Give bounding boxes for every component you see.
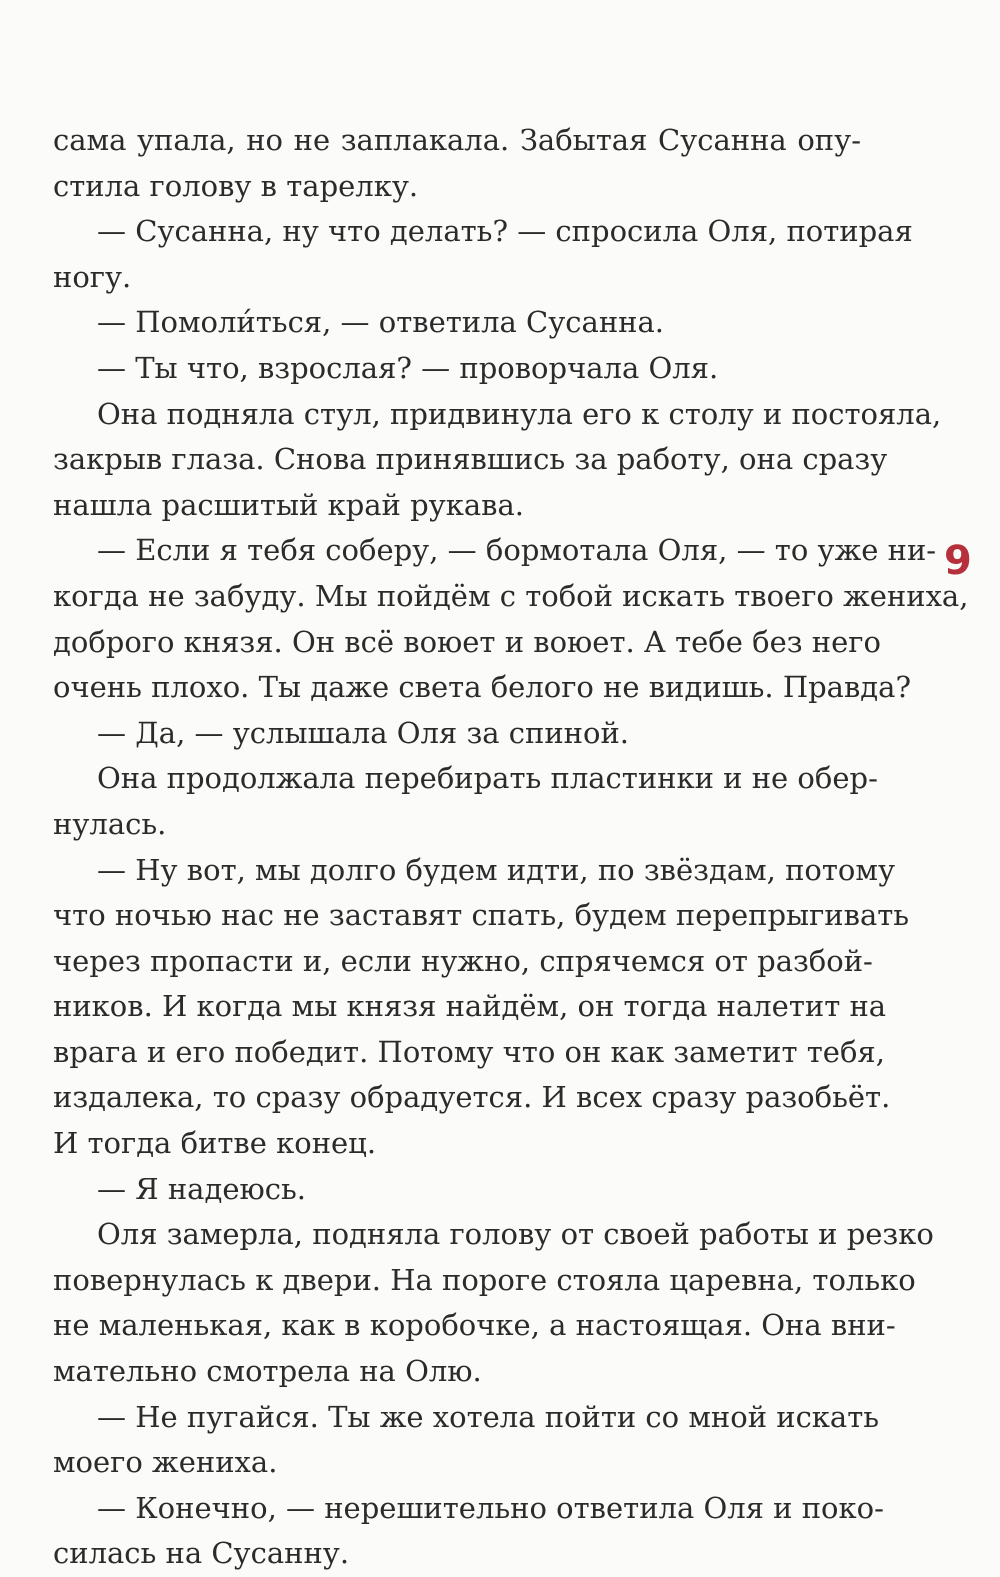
text-line: — Помоли́ться, — ответила Сусанна. (97, 305, 665, 340)
text-line: Она подняла стул, придвинула его к столу и постояла, (97, 396, 942, 431)
text-line: что ночью нас не заставят спать, будем перепрыгивать (53, 898, 910, 933)
text-line: Она продолжала перебирать пластинки и не обер- (97, 761, 878, 796)
text-line: стила голову в тарелку. (53, 168, 419, 203)
text-line: не маленькая, как в коробочке, а настоящая. Она вни- (53, 1308, 896, 1343)
text-line: — Конечно, — нерешительно ответила Оля и поко- (97, 1490, 884, 1525)
text-line: сама упала, но не заплакала. Забытая Сусанна опу- (53, 123, 861, 157)
text-line: ногу. (53, 259, 132, 294)
text-line: ников. И когда мы князя найдём, он тогда налетит на (53, 989, 887, 1024)
text-line: силась на Сусанну. (53, 1536, 350, 1571)
text-line: — Я надеюсь. (97, 1171, 306, 1206)
text-line: нашла расшитый край рукава. (53, 487, 524, 522)
text-line: через пропасти и, если нужно, спрячемся от разбой- (53, 943, 873, 978)
text-line: нулась. (53, 806, 167, 841)
text-line: И тогда битве конец. (53, 1126, 377, 1161)
text-line: — Ты что, взрослая? — проворчала Оля. (97, 350, 719, 385)
text-line: повернулась к двери. На пороге стояла царевна, только (53, 1262, 916, 1297)
body-text (53, 118, 969, 1577)
text-line: закрыв глаза. Снова принявшись за работу, она сразу (53, 442, 888, 477)
text-line: мательно смотрела на Олю. (53, 1354, 482, 1389)
text-line: очень плохо. Ты даже света белого не видишь. Правда? (53, 670, 911, 705)
page-number: 9 (944, 538, 972, 584)
text-line: моего жениха. (53, 1445, 278, 1480)
text-line: — Сусанна, ну что делать? — спросила Оля, потирая (97, 214, 913, 249)
text-line: — Если я тебя соберу, — бормотала Оля, — то уже ни- (97, 533, 937, 568)
text-line: — Не пугайся. Ты же хотела пойти со мной искать (97, 1399, 880, 1434)
text-line: врага и его победит. Потому что он как заметит тебя, (53, 1034, 885, 1069)
text-line: когда не забуду. Мы пойдём с тобой искать твоего жениха, (53, 578, 969, 613)
text-line: доброго князя. Он всё воюет и воюет. А тебе без него (53, 624, 881, 659)
text-line: Оля замерла, подняла голову от своей работы и резко (97, 1217, 934, 1252)
text-line: — Ну вот, мы долго будем идти, по звёздам, потому (97, 852, 896, 887)
text-line: — Да, — услышала Оля за спиной. (97, 715, 629, 750)
text-line: издалека, то сразу обрадуется. И всех сразу разобьёт. (53, 1080, 891, 1115)
